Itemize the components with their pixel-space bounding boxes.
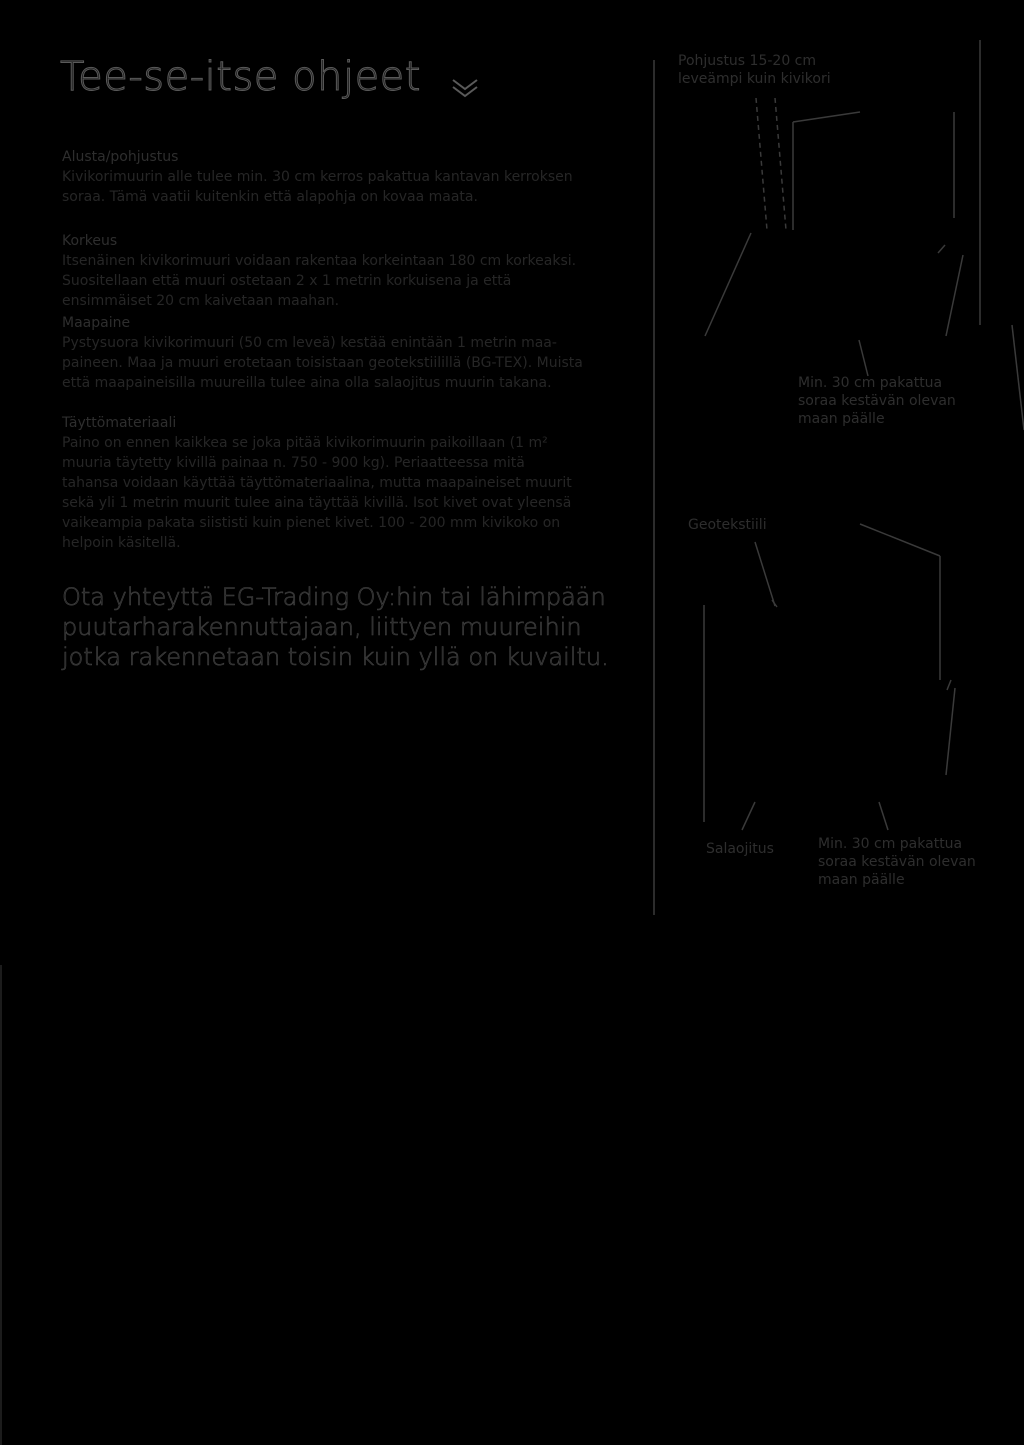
- wall-diagram: [650, 40, 1024, 920]
- section-heading-korkeus: Korkeus: [62, 233, 118, 249]
- section-text-korkeus: Itsenäinen kivikorimuuri voidaan rakentaa korkeintaan 180 cm korkeaksi. Suositellaan että muuri ostetaan 2 x 1 metrin korkuisena ja että ensimmäiset 20 cm kaivetaan maahan.: [62, 253, 577, 309]
- label-salaojitus: Salaojitus: [706, 841, 774, 857]
- double-chevron-down-icon: [450, 76, 480, 100]
- page-title: Tee-se-itse ohjeet: [60, 54, 421, 100]
- page-edge-line: [0, 965, 2, 1445]
- section-heading-tayttomateriaali: Täyttömateriaali: [62, 415, 177, 431]
- section-alusta: [62, 147, 652, 207]
- section-heading-maapaine: Maapaine: [62, 315, 131, 331]
- section-maapaine: [62, 313, 652, 393]
- section-text-tayttomateriaali: Paino on ennen kaikkea se joka pitää kivikorimuurin paikoillaan (1 m² muuria täytetty kivillä painaa n. 750 - 900 kg). Periaatteessa mitä tahansa voidaan käyttää täyttömateriaalina, mutta maapaineiset muurit sekä yli 1 metrin muurit tulee aina täyttää kivillä. Isot kivet ovat yleensä vaikeampia pakata siististi kuin pienet kivet. 100 - 200 mm kivikoko on helpoin käsitellä.: [62, 435, 572, 551]
- label-min30-top: Min. 30 cm pakattua soraa kestävän olevan maan päälle: [798, 375, 956, 427]
- wall-diagram-lines: [650, 40, 1024, 920]
- section-text-maapaine: Pystysuora kivikorimuuri (50 cm leveä) kestää enintään 1 metrin maa- paineen. Maa ja muuri erotetaan toisistaan geotekstiilillä (BG-TEX). Muista että maapaineisilla muureilla tulee aina olla salaojitus muurin takana.: [62, 335, 583, 391]
- contact-callout: Ota yhteyttä EG-Trading Oy:hin tai lähimpään puutarharakennuttajaan, liittyen muureihin jotka rakennetaan toisin kuin yllä on kuvailtu.: [62, 583, 609, 671]
- section-text-alusta: Kivikorimuurin alle tulee min. 30 cm kerros pakattua kantavan kerroksen soraa. Tämä vaatii kuitenkin että alapohja on kovaa maata.: [62, 169, 573, 205]
- label-geotekstiili: Geotekstiili: [688, 517, 767, 533]
- section-korkeus: [62, 231, 652, 311]
- section-tayttomateriaali: [62, 413, 652, 553]
- label-pohjustus: Pohjustus 15-20 cm leveämpi kuin kivikori: [678, 53, 831, 87]
- label-min30-bottom: Min. 30 cm pakattua soraa kestävän olevan maan päälle: [818, 836, 976, 888]
- section-heading-alusta: Alusta/pohjustus: [62, 149, 179, 165]
